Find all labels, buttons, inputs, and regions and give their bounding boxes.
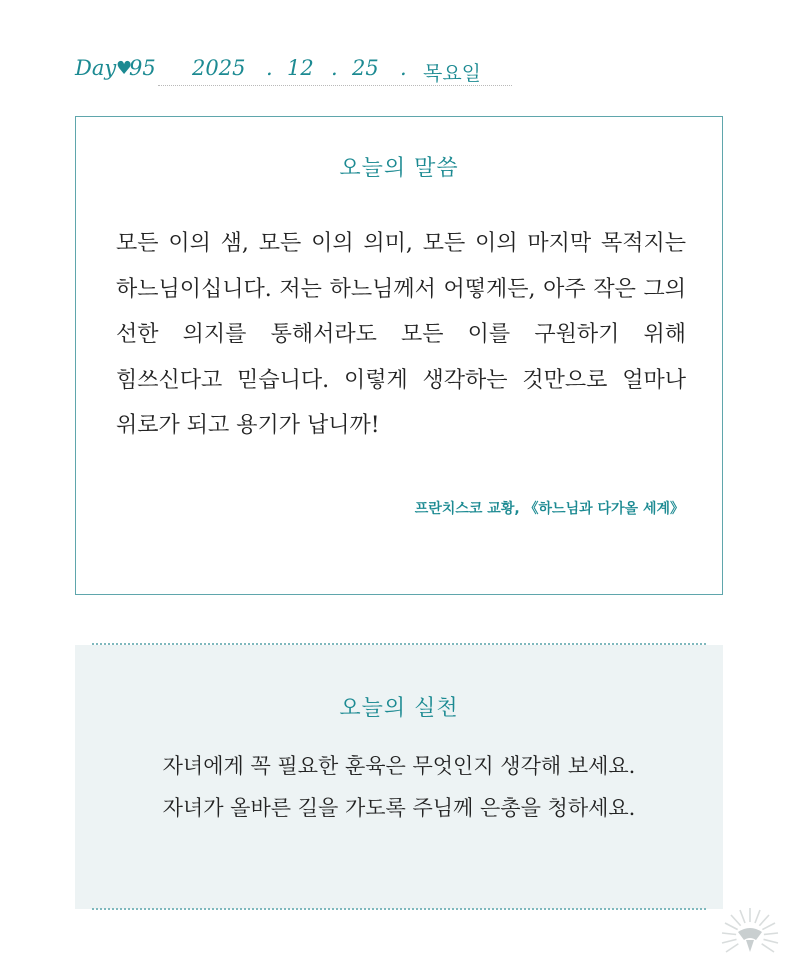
publisher-logo-icon	[720, 906, 780, 966]
practice-line: 자녀에게 꼭 필요한 훈육은 무엇인지 생각해 보세요.	[162, 754, 636, 778]
date-separator: .	[266, 56, 273, 80]
date-day: 25	[352, 56, 379, 80]
divider	[92, 908, 706, 910]
practice-title: 오늘의 실천	[339, 696, 459, 721]
quote-text: 모든 이의 샘, 모든 이의 의미, 모든 이의 마지막 목적지는 하느님이십니다. 저는 하느님께서 어떻게든, 아주 작은 그의 선한 의지를 통해서라도 모든 이를 구원하기 위해 힘쓰신다고 믿습니다. 이렇게 생각하는 것만으로 얼마나 위로가 되고 용기가 납니까!	[116, 231, 686, 438]
practice-box	[75, 645, 723, 909]
quote-source: 프란치스코 교황, 《하느님과 다가올 세계》	[414, 501, 684, 517]
date-underline	[158, 85, 512, 86]
date-separator: .	[331, 56, 338, 80]
date-month: 12	[287, 56, 314, 80]
quote-box	[75, 116, 723, 595]
day-number: 95	[129, 56, 156, 80]
heart-icon: ♥	[116, 58, 133, 79]
quote-title: 오늘의 말씀	[339, 156, 459, 181]
date-header	[75, 52, 512, 88]
day-label: Day	[75, 56, 117, 80]
date-year: 2025	[192, 56, 246, 80]
practice-line: 자녀가 올바른 길을 가도록 주님께 은총을 청하세요.	[162, 796, 636, 820]
date-weekday: 목요일	[423, 61, 481, 85]
date-separator: .	[400, 56, 407, 80]
practice-list	[75, 745, 723, 829]
